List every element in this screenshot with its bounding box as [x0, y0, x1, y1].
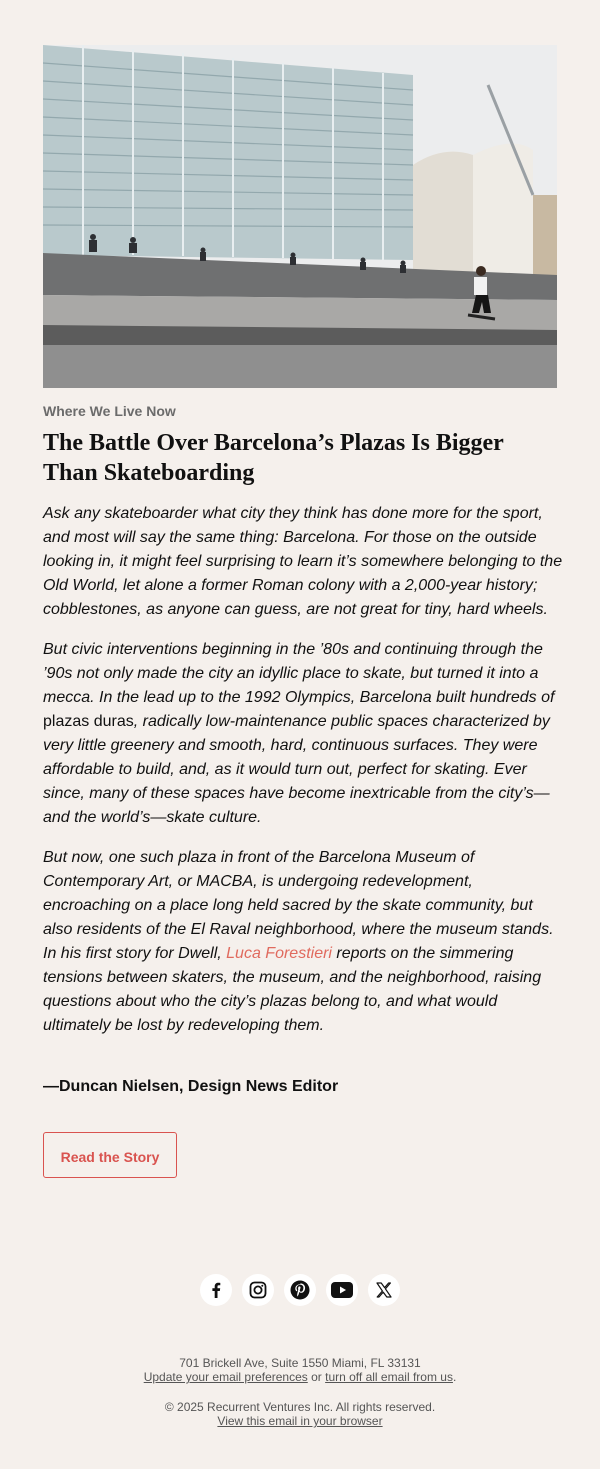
read-story-button[interactable]: Read the Story	[43, 1132, 177, 1178]
email-preferences-link[interactable]: Update your email preferences	[143, 1370, 308, 1384]
article-body	[43, 502, 563, 1054]
footer-or-text: or	[307, 1370, 326, 1384]
footer-legal-block	[0, 1400, 600, 1428]
term-plazas-duras: plazas duras	[43, 713, 134, 730]
body-paragraph-2	[43, 638, 563, 830]
instagram-icon[interactable]	[242, 1274, 274, 1306]
youtube-icon[interactable]	[326, 1274, 358, 1306]
x-icon[interactable]	[368, 1274, 400, 1306]
author-link[interactable]: Luca Forestieri	[226, 945, 332, 962]
footer-address-block	[0, 1356, 600, 1384]
editor-signoff: —Duncan Nielsen, Design News Editor	[43, 1078, 339, 1095]
social-links	[200, 1274, 400, 1306]
body-paragraph-3	[43, 846, 563, 1038]
pinterest-icon[interactable]	[284, 1274, 316, 1306]
footer-period: .	[452, 1370, 457, 1384]
body-text: , radically low-maintenance public spaces characterized by very little greenery and smooth, hard, continuous surfaces. They were affordable to build, and, as it would turn out, perfect for skating. Ever since, many of these spaces have become inextricable from the city’s—and the world’s—skate culture.	[43, 713, 550, 826]
view-in-browser-link[interactable]: View this email in your browser	[217, 1414, 383, 1428]
hero-photo	[43, 45, 557, 388]
article-kicker: Where We Live Now	[43, 403, 176, 419]
facebook-icon[interactable]	[200, 1274, 232, 1306]
body-text: reports on the simmering tensions between skaters, the museum, and the neighborhood, raising questions about who the city’s plazas belong to, and what would ultimately be lost by redeveloping them.	[43, 945, 542, 1034]
footer-address: 701 Brickell Ave, Suite 1550 Miami, FL 33131	[179, 1356, 421, 1370]
body-text: But now, one such plaza in front of the Barcelona Museum of Contemporary Art, or MACBA, is undergoing redevelopment, encroaching on a place long held sacred by the skate community, but also residents of the El Raval neighborhood, where the museum stands. In his first story for Dwell,	[43, 849, 554, 962]
footer-preferences-line	[0, 1370, 600, 1384]
unsubscribe-link[interactable]: turn off all email from us	[325, 1370, 453, 1384]
hero-image[interactable]	[43, 45, 557, 388]
article-headline[interactable]: The Battle Over Barcelona’s Plazas Is Bigger Than Skateboarding	[43, 430, 504, 486]
body-text: But civic interventions beginning in the ’80s and continuing through the ’90s not only made the city an idyllic place to skate, but turned it into a mecca. In the lead up to the 1992 Olympics, Barcelona built hundreds of	[43, 641, 555, 706]
body-paragraph-1: Ask any skateboarder what city they think has done more for the sport, and most will say the same thing: Barcelona. For those on the outside looking in, it might feel surprising to learn it’s somewhere belonging to the Old World, let alone a former Roman colony with a 2,000-year history; cobblestones, as anyone can guess, are not great for tiny, hard wheels.	[43, 505, 563, 618]
footer-copyright: © 2025 Recurrent Ventures Inc. All rights reserved.	[164, 1400, 436, 1414]
